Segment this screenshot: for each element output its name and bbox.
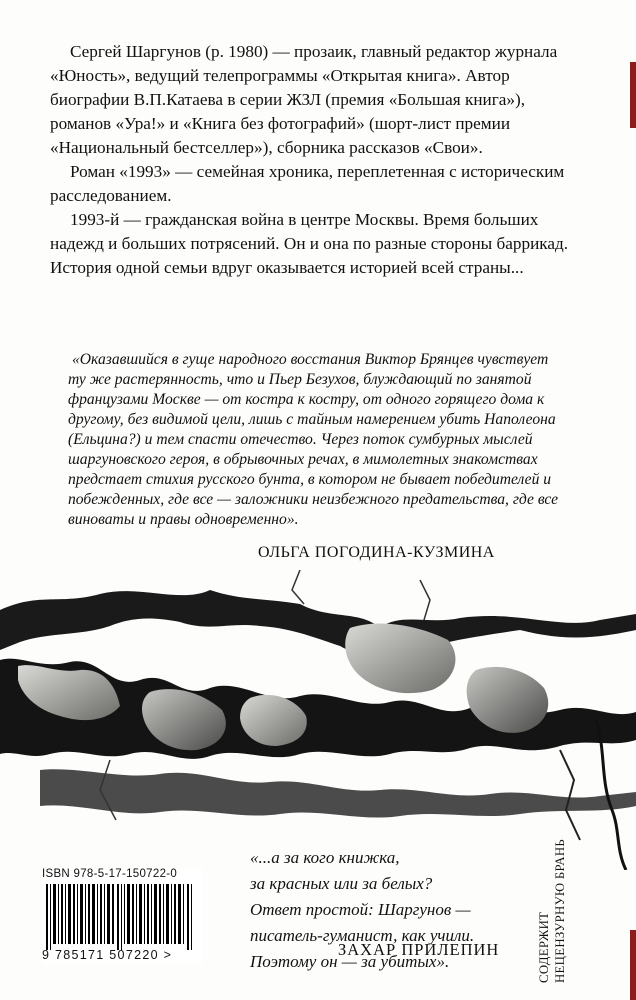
- novel-summary-paragraph: Роман «1993» — семейная хроника, переплетенная с историческим расследованием.: [50, 162, 565, 205]
- second-quote-author: ЗАХАР ПРИЛЕПИН: [338, 940, 500, 959]
- quote-line: Ответ простой: Шаргунов —: [250, 900, 471, 919]
- quote-line: писатель-гуманист, как учили.: [250, 926, 475, 945]
- quote-line: «...а за кого книжка,: [250, 848, 400, 867]
- isbn-label: ISBN 978-5-17-150722-0: [42, 868, 178, 880]
- intro-text: [50, 40, 570, 280]
- author-bio-paragraph: Сергей Шаргунов (р. 1980) — прозаик, главный редактор журнала «Юность», ведущий телепрограммы «Открытая книга». Автор биографии В.П.Катаева в серии ЖЗЛ (премия «Большая книга»), романов «Ура!» и «Книга без фотографий» (шорт-лист премии «Национальный бестселлер»), сборника рассказов «Свои».: [50, 42, 558, 157]
- novel-plot-paragraph: 1993-й — гражданская война в центре Москвы. Время больших надежд и больших потрясений. Он и она по разные стороны баррикад. История одной семьи вдруг оказывается историей всей страны...: [50, 210, 569, 277]
- review-quote: «Оказавшийся в гуще народного восстания Виктор Брянцев чувствует ту же растерянность, что и Пьер Безухов, блуждающий по занятой французами Москве — от костра к костру, от одного горящего дома к другому, без видимой цели, лишь с тайным намерением убить Наполеона (Ельцина?) и тем спасти отечество. Через поток сумбурных мыслей шаргуновского героя, в обрывочных речах, в мимолетных знакомствах предстает стихия русского бунта, в котором не бывает победителей и побежденных, где все — заложники неизбежного предательства, где все виноваты и правы одновременно».: [68, 351, 559, 528]
- content-warning-label: [536, 803, 568, 983]
- barcode-block: [42, 868, 202, 964]
- review-author: ОЛЬГА ПОГОДИНА-КУЗМИНА: [258, 544, 495, 561]
- barcode-digits: 9 785171 507220 >: [42, 948, 173, 962]
- content-warning-line1: СОДЕРЖИТ: [537, 911, 551, 983]
- barcode-icon: [46, 884, 196, 950]
- edge-color-mark: [630, 62, 636, 128]
- quote-line: за красных или за белых?: [250, 874, 433, 893]
- content-warning-line2: НЕЦЕНЗУРНУЮ БРАНЬ: [553, 838, 567, 983]
- edge-color-mark: [630, 930, 636, 1000]
- quote-line: Поэтому он — за убитых».: [250, 952, 450, 971]
